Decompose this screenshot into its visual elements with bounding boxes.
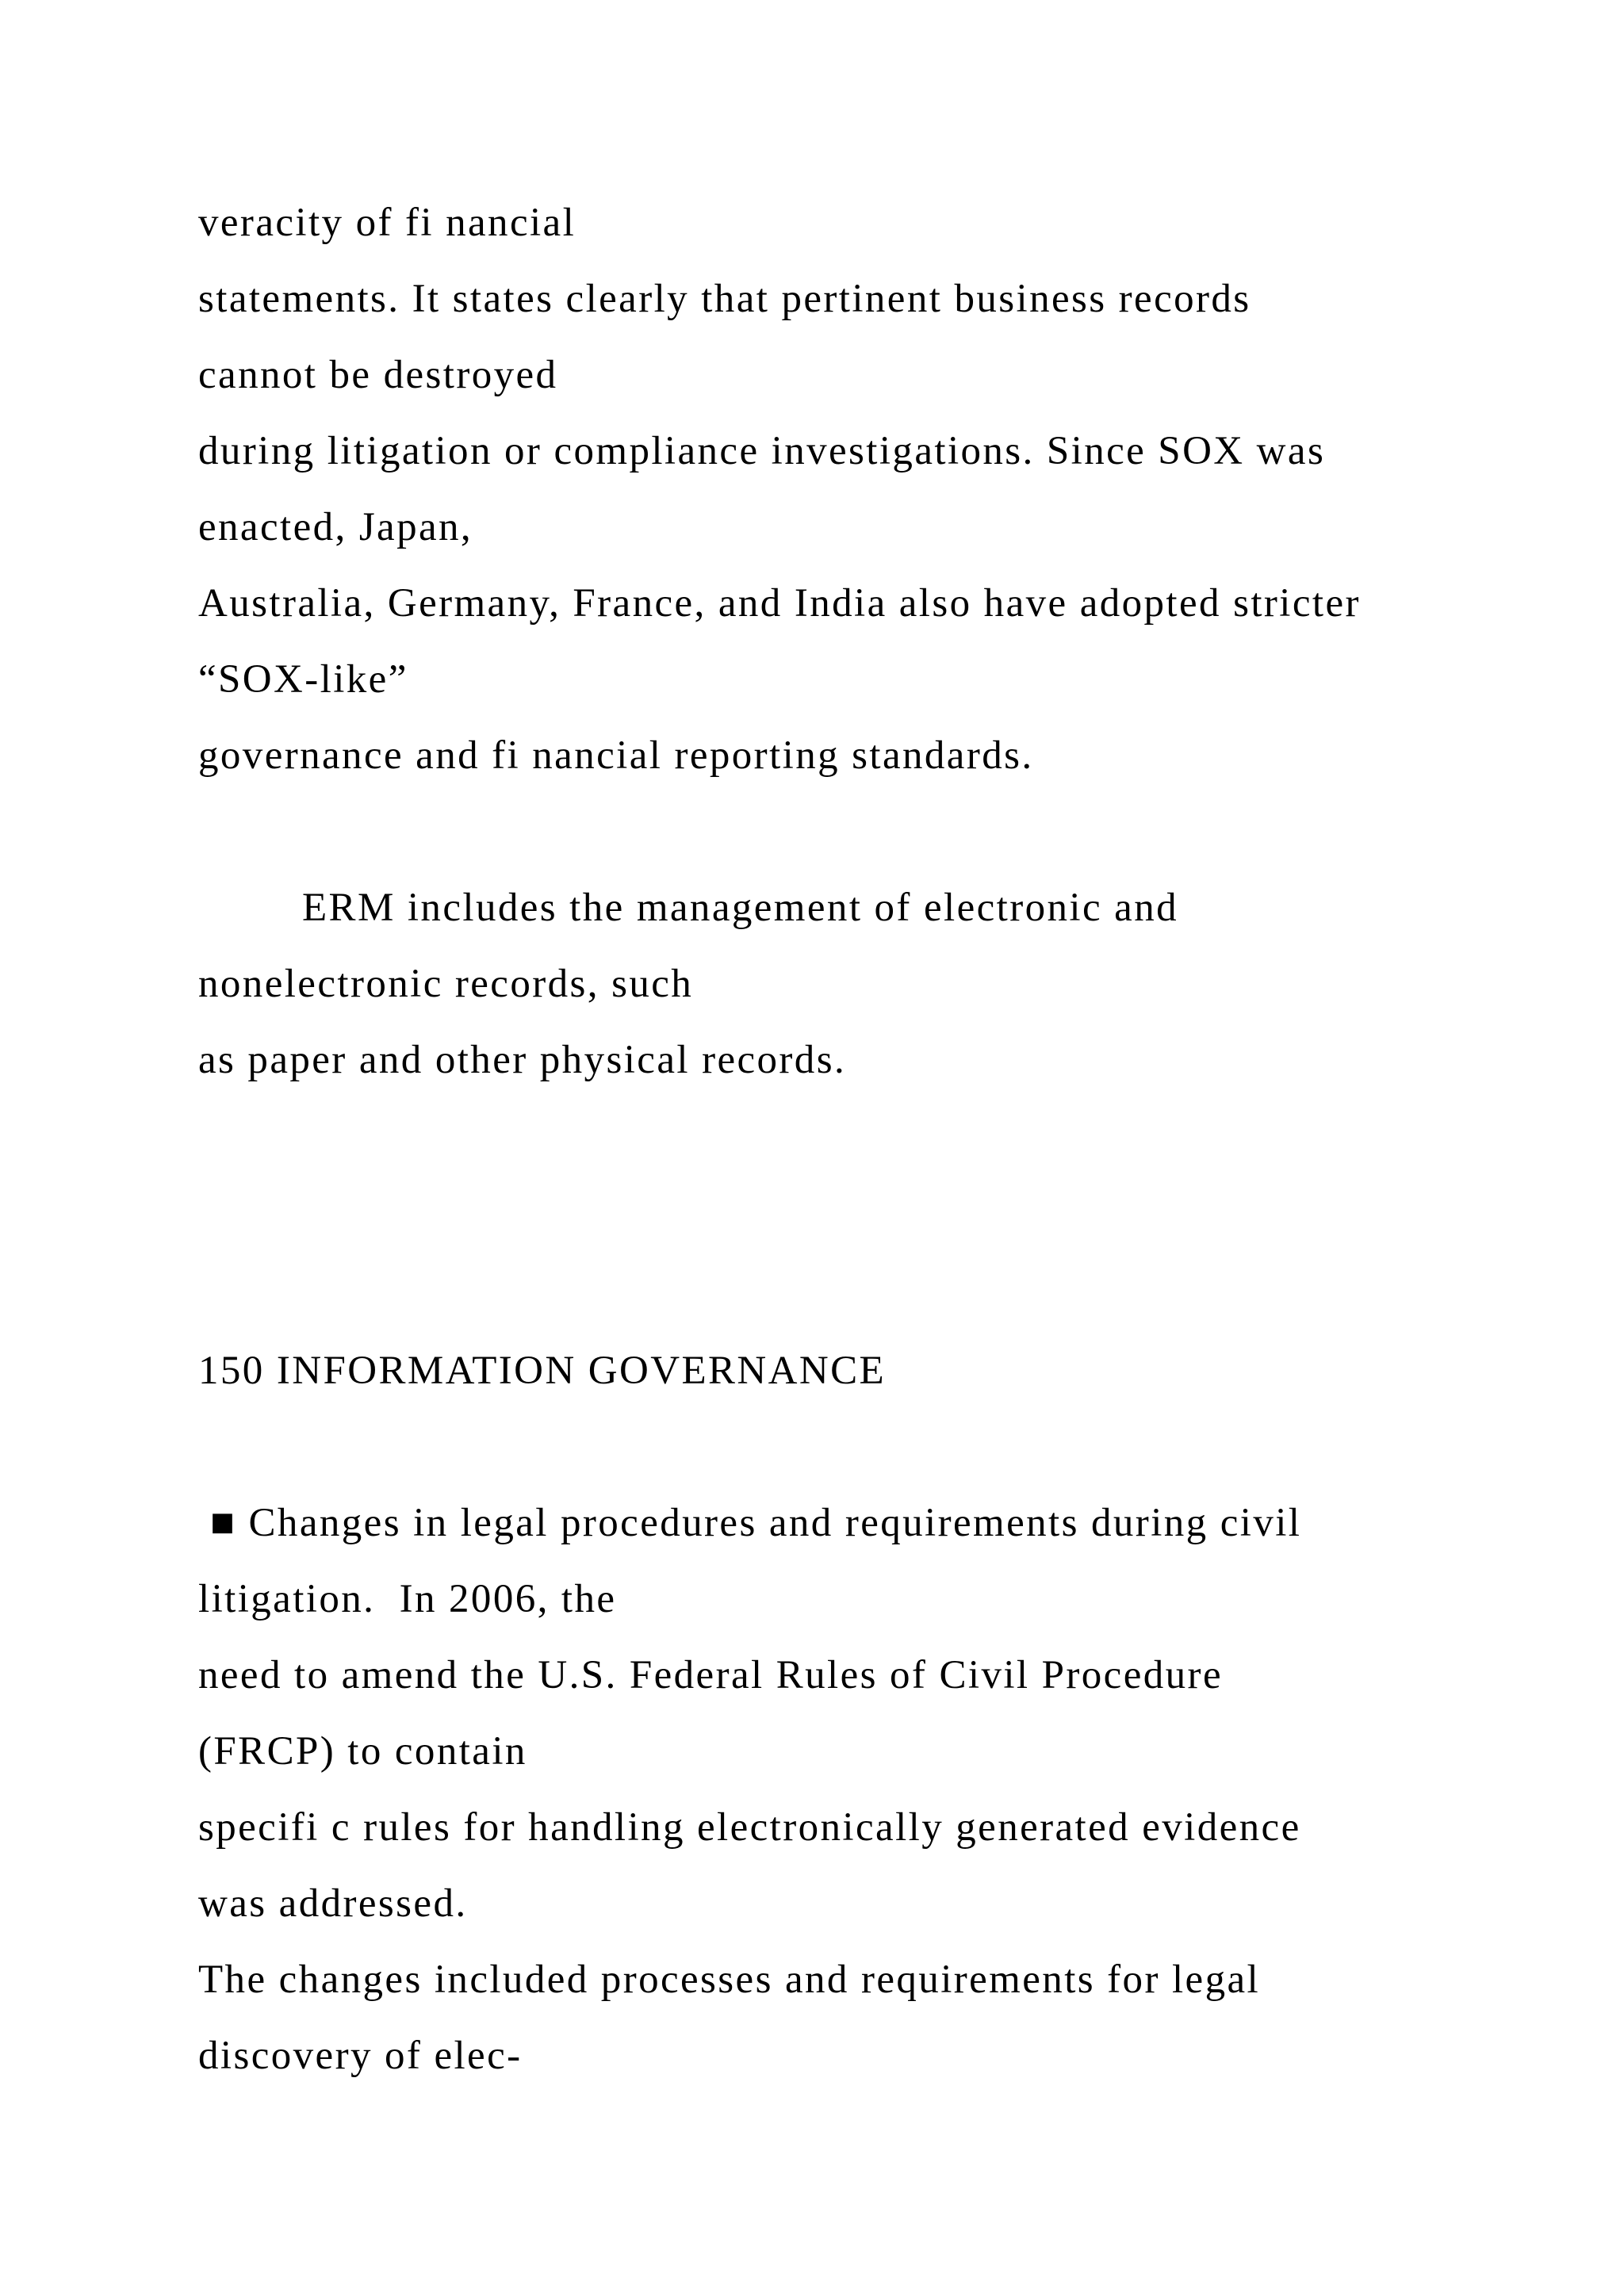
body-text-line: need to amend the U.S. Federal Rules of Civil Procedure xyxy=(198,1653,1223,1697)
body-text-line: nonelectronic records, such xyxy=(198,962,694,1006)
running-header: 150 INFORMATION GOVERNANCE xyxy=(198,1349,887,1393)
body-text-line: during litigation or compliance investigations. Since SOX was xyxy=(198,429,1326,473)
body-text-line: veracity of fi nancial xyxy=(198,201,576,245)
body-text-line: was addressed. xyxy=(198,1881,468,1926)
body-text-line: statements. It states clearly that pertinent business records xyxy=(198,277,1251,321)
body-text-line: discovery of elec- xyxy=(198,2034,523,2078)
body-text-line: The changes included processes and requirements for legal xyxy=(198,1957,1261,2002)
body-text-line: “SOX-like” xyxy=(198,657,408,702)
body-text-line: enacted, Japan, xyxy=(198,505,473,549)
body-text-line: (FRCP) to contain xyxy=(198,1729,527,1774)
body-text-line: cannot be destroyed xyxy=(198,353,558,397)
body-text-line: litigation. In 2006, the xyxy=(198,1577,617,1621)
paragraph-first-line: ERM includes the management of electronic and xyxy=(302,886,1178,930)
body-text-line: specifi c rules for handling electronically generated evidence xyxy=(198,1805,1301,1850)
body-text-line: Australia, Germany, France, and India also have adopted stricter xyxy=(198,581,1361,626)
body-text-line: governance and fi nancial reporting standards. xyxy=(198,733,1034,778)
body-text-line: as paper and other physical records. xyxy=(198,1038,847,1082)
bullet-item-line: ■ Changes in legal procedures and requirements during civil xyxy=(198,1501,1302,1545)
